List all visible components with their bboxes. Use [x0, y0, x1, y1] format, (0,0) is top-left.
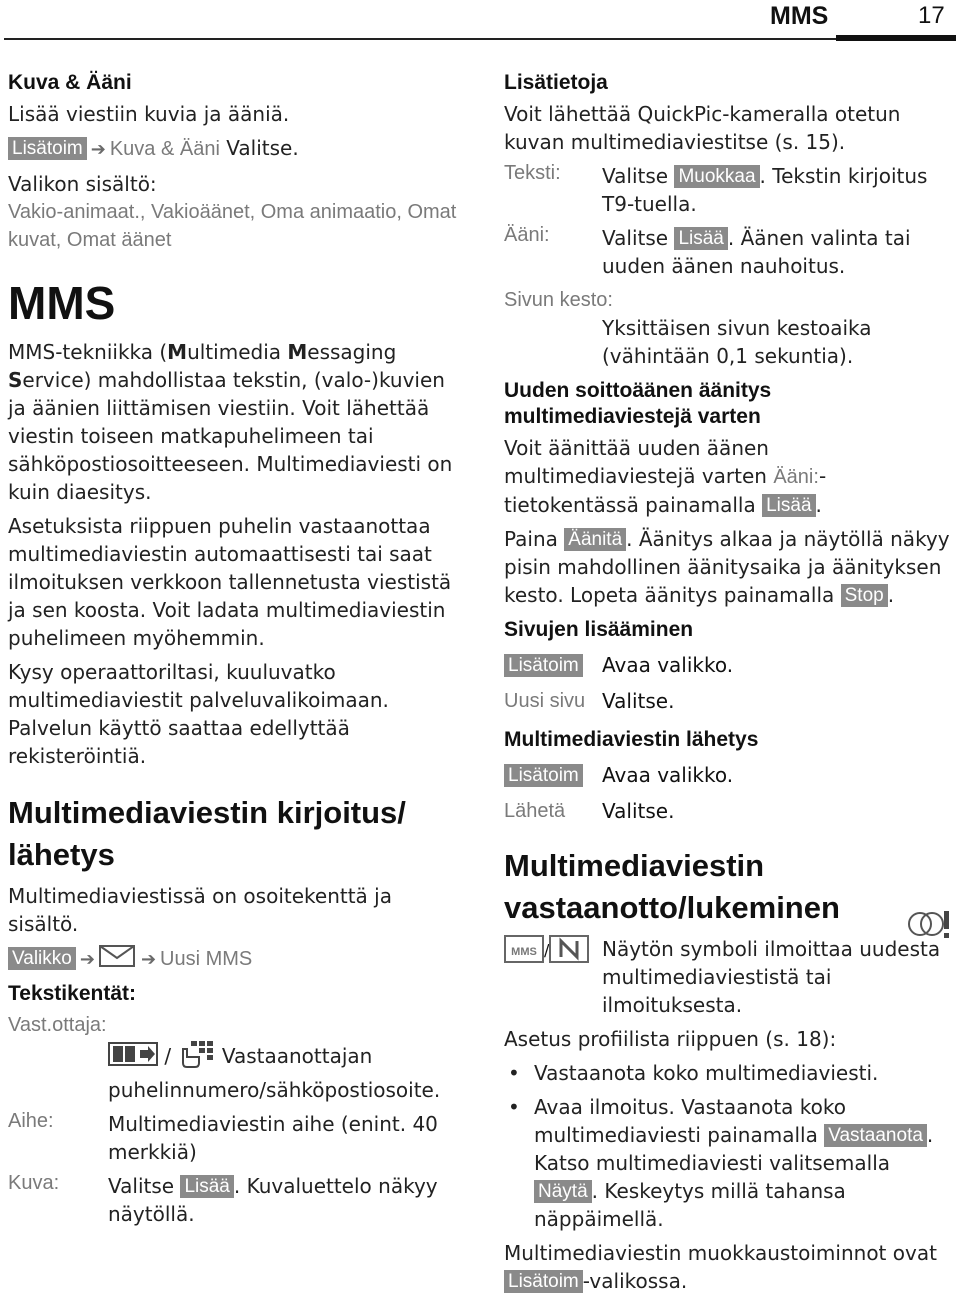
text: ultimedia	[187, 340, 288, 364]
spacer	[8, 1039, 108, 1104]
envelope-icon	[99, 944, 137, 975]
arrow-right-icon: ➔	[79, 949, 95, 970]
text: . Kuvaluettelo näkyy näytöllä.	[108, 1174, 438, 1226]
section-record	[504, 378, 954, 609]
field-description: Yksittäisen sivun kestoaika (vähintään 0,1 sekuntia).	[602, 316, 872, 368]
text: Voit äänittää uuden äänen multimediaviestejä varten	[504, 436, 769, 488]
symbol-icons	[504, 935, 602, 1019]
field-sivun-kesto	[504, 314, 954, 370]
row-key	[504, 651, 602, 679]
text: M	[287, 340, 308, 364]
header-rule	[4, 38, 956, 40]
list-item	[504, 1059, 954, 1087]
separator: /	[164, 1044, 172, 1068]
menu-row	[504, 687, 954, 715]
menu-item-uusi-mms: Uusi MMS	[160, 948, 253, 970]
softkey-nayta[interactable]: Näytä	[534, 1180, 592, 1203]
field-kuva	[8, 1172, 464, 1228]
text: -valikossa.	[582, 1269, 688, 1293]
keypad-icon	[177, 1039, 215, 1076]
section-kuva-aani	[8, 70, 464, 254]
field-label: Ääni:	[504, 224, 550, 246]
menu-item-kuva-aani: Kuva & Ääni	[109, 138, 220, 160]
fields-title: Tekstikentät:	[8, 982, 136, 1005]
text: essaging	[307, 340, 397, 364]
softkey-lisatoim[interactable]: Lisätoim	[504, 764, 583, 787]
field-label-vastottaja: Vast.ottaja:	[8, 1014, 107, 1036]
menu-path	[8, 134, 464, 164]
symbol-row	[504, 935, 954, 1019]
bullet: •	[508, 1061, 520, 1085]
header-rule-accent	[836, 35, 956, 41]
notification-n-icon	[549, 935, 589, 967]
field-label: Aihe:	[8, 1110, 54, 1132]
softkey-muokkaa[interactable]: Muokkaa	[674, 165, 759, 188]
softkey-aanita[interactable]: Äänitä	[564, 528, 626, 551]
section-pages	[504, 617, 954, 715]
text: Vastaanota koko multimediaviesti.	[534, 1061, 879, 1085]
text: Vastaanottajan puhelinnumero/sähköpostiosoite.	[108, 1044, 441, 1102]
text: Valitse	[108, 1174, 175, 1198]
text	[534, 1093, 954, 1233]
section-title: Sivujen lisääminen	[504, 618, 694, 641]
field-aihe	[8, 1110, 464, 1166]
section-mms	[8, 276, 464, 770]
section-send	[504, 727, 954, 825]
section-title: Lisätietoja	[504, 71, 608, 94]
text: . Tekstin kirjoitus T9-tuella.	[602, 164, 928, 216]
paragraph: Multimediaviestissä on osoitekenttä ja sisältö.	[8, 884, 392, 936]
menu-row	[504, 761, 954, 789]
row-text: Avaa valikko.	[602, 763, 734, 787]
text: .	[887, 583, 895, 607]
left-column	[8, 62, 464, 1234]
field-label: Teksti:	[504, 162, 561, 184]
menu-item-uusi-sivu[interactable]: Uusi sivu	[504, 690, 586, 712]
paragraph	[8, 338, 464, 506]
paragraph: Kysy operaattoriltasi, kuuluvatko multimediaviestit palveluvalikoimaan. Palvelun käyttö saattaa edellyttää rekisteröintiä.	[8, 660, 389, 768]
section-title: Uuden soittoäänen äänitys multimediaviestejä varten	[504, 379, 772, 428]
contents-list: Vakio-animaat., Vakioäänet, Oma animaatio, Omat kuvat, Omat äänet	[8, 201, 457, 251]
row-text: Valitse.	[602, 689, 675, 713]
softkey-lisaa[interactable]: Lisää	[180, 1175, 233, 1198]
page-header-title: MMS	[770, 2, 829, 30]
list-item	[504, 1093, 954, 1233]
softkey-stop[interactable]: Stop	[841, 584, 888, 607]
softkey-lisatoim[interactable]: Lisätoim	[504, 654, 583, 677]
chapter-title: MMS	[8, 277, 116, 329]
symbol-description: Näytön symboli ilmoittaa uudesta multimediaviestistä tai ilmoituksesta.	[602, 937, 941, 1017]
menu-row	[504, 797, 954, 825]
paragraph	[504, 1239, 954, 1295]
softkey-lisaa[interactable]: Lisää	[762, 494, 815, 517]
section-title: Multimediaviestin kirjoitus/ lähetys	[8, 795, 406, 872]
separator: /	[544, 940, 550, 960]
field-description	[602, 224, 954, 280]
menu-action: Valitse.	[226, 136, 299, 160]
field-description: Multimediaviestin aihe (enint. 40 merkkiä)	[108, 1112, 438, 1164]
arrow-right-icon: ➔	[90, 139, 106, 160]
field-description	[108, 1039, 464, 1104]
section-compose	[8, 792, 464, 1228]
field-label-sivun-kesto: Sivun kesto:	[504, 289, 613, 311]
row-key	[504, 761, 602, 789]
section-title: Multimediaviestin vastaanotto/lukeminen	[504, 848, 840, 925]
section-lisatietoja	[504, 70, 954, 370]
text: S	[8, 368, 23, 392]
field-aani	[504, 224, 954, 280]
paragraph	[504, 525, 954, 609]
text: . Keskeytys millä tahansa näppäimellä.	[534, 1179, 846, 1231]
softkey-lisatoim[interactable]: Lisätoim	[8, 137, 87, 160]
arrow-right-icon: ➔	[140, 949, 157, 970]
field-teksti	[504, 162, 954, 218]
softkey-lisatoim[interactable]: Lisätoim	[504, 1270, 583, 1293]
spacer	[504, 314, 602, 370]
text: MMS-tekniikka (	[8, 340, 168, 364]
section-receive	[504, 845, 954, 1295]
phonebook-icon	[108, 1041, 158, 1074]
text: ervice) mahdollistaa tekstin, (valo-)kuvien ja äänien liittämisen viestiin. Voit lähettää viestin toiseen matkapuhelimeen tai sähköpostiosoitteeseen. Multimediaviesti on kuin diaesitys.	[8, 368, 453, 504]
softkey-lisaa[interactable]: Lisää	[674, 227, 727, 250]
softkey-vastaanota[interactable]: Vastaanota	[824, 1124, 927, 1147]
text: Valitse	[602, 164, 669, 188]
text: M	[167, 340, 188, 364]
row-text: Avaa valikko.	[602, 653, 734, 677]
mms-symbol-icon	[504, 935, 544, 967]
field-description	[602, 162, 954, 218]
paragraph: Asetus profiilista riippuen (s. 18):	[504, 1027, 837, 1051]
icon-text: MMS	[511, 946, 537, 958]
text: . Katso multimediaviesti valitsemalla	[534, 1123, 934, 1175]
field-description	[108, 1172, 464, 1228]
section-title: Kuva & Ääni	[8, 71, 132, 94]
text: . Äänen valinta tai uuden äänen nauhoitus.	[602, 226, 911, 278]
menu-row	[504, 651, 954, 679]
text: Valitse	[602, 226, 669, 250]
text: Multimediaviestin muokkaustoiminnot ovat	[504, 1241, 937, 1265]
bullet: •	[508, 1095, 520, 1119]
softkey-valikko[interactable]: Valikko	[8, 947, 76, 970]
field-label: Kuva:	[8, 1172, 60, 1194]
text: .	[815, 493, 822, 517]
text: Avaa ilmoitus. Vastaanota koko multimediaviesti painamalla	[534, 1095, 846, 1147]
page-number: 17	[918, 2, 945, 29]
paragraph	[504, 434, 954, 519]
field-reference: Ääni:	[773, 466, 819, 488]
menu-item-laheta[interactable]: Lähetä	[504, 800, 566, 822]
menu-path	[8, 944, 464, 975]
paragraph: Voit lähettää QuickPic-kameralla otetun kuvan multimediaviestitse (s. 15).	[504, 102, 901, 154]
right-column	[504, 62, 954, 1301]
paragraph: Asetuksista riippuen puhelin vastaanottaa multimediaviestin automaattisesti tai saat ilmoituksen verkkoon tallennetusta viestistä ja sen koosta. Voit ladata multimediaviestin puhelimeen myöhemmin.	[8, 514, 452, 650]
contents-label: Valikon sisältö:	[8, 172, 157, 196]
text: . Äänitys alkaa ja näytöllä näkyy pisin mahdollinen äänitysaika ja äänityksen kesto. Lopeta äänitys painamalla	[504, 527, 950, 607]
text: Paina	[504, 527, 558, 551]
text: -tietokentässä painamalla	[504, 464, 827, 517]
network-dependent-icon	[906, 907, 952, 945]
row-text: Valitse.	[602, 799, 675, 823]
section-title: Multimediaviestin lähetys	[504, 728, 759, 751]
field-vastottaja	[8, 1039, 464, 1104]
paragraph: Lisää viestiin kuvia ja ääniä.	[8, 102, 290, 126]
